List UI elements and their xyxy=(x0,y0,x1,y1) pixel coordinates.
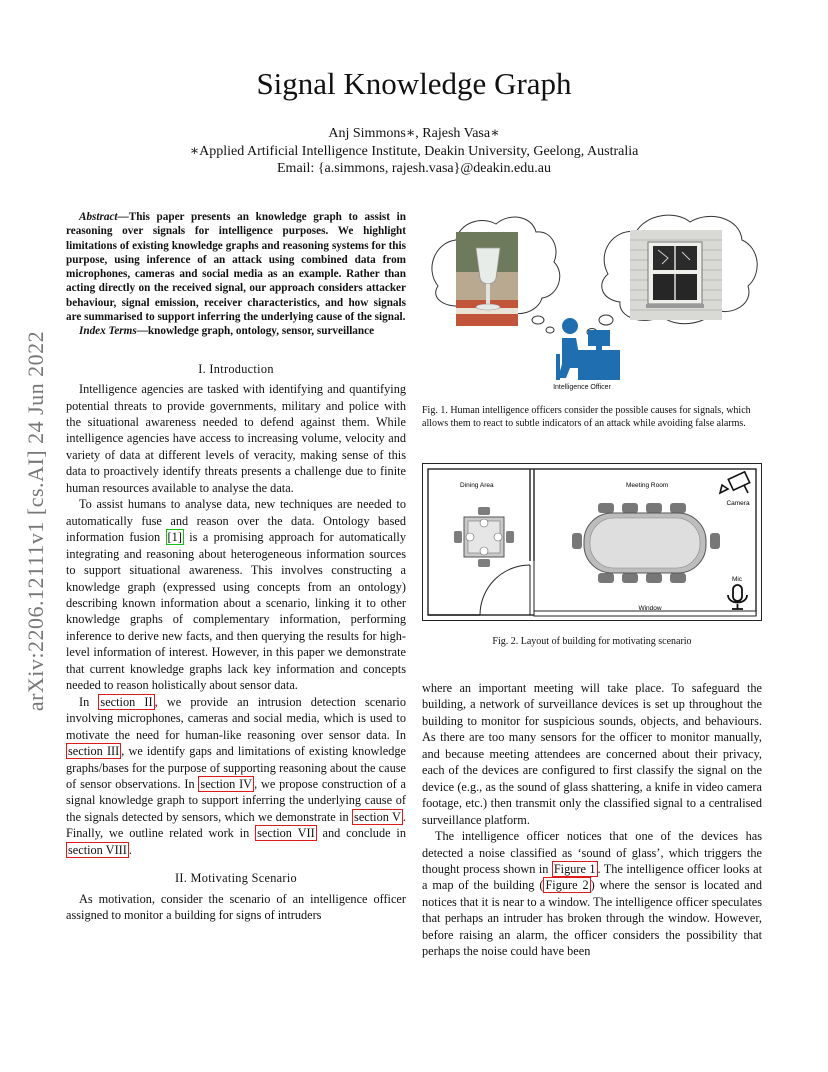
link-figure-2[interactable]: Figure 2 xyxy=(545,878,589,893)
intro-paragraph-3: In section II , we provide an intrusion detection scenario involving microphones, cameras and social media, which is used to motivate the need for human-like reasoning over sensor data. In section III , we identify gaps and limitations of existing knowledge graphs/bases for the purpose of supporting reasoning about the cause of sensor observations. In section IV , we propose construction of a signal knowledge graph to support inferring the underlying cause of the signals detected by sensors, which we demonstrate in section V . Finally, we outline related work in section VII and conclude in section VIII . xyxy=(66,694,406,857)
link-figure-1[interactable]: Figure 1 xyxy=(553,861,596,876)
link-section-v[interactable]: section V xyxy=(354,809,401,824)
motivating-paragraph-1-continued: where an important meeting will take place. To safeguard the building, a network of surveillance devices is set up throughout the building to monitor for suspicious sounds, objects, and behaviours. As there are too many sensors for the officer to monitor manually, and because meeting attendees are concerned about their privacy, each of the devices are configured to first classify the signal on the device (e.g., as the sound of glass shattering, a knife in video camera footage, etc.) then transmit only the classified signal to a centralised surveillance platform. xyxy=(422,681,762,827)
meeting-table xyxy=(572,503,720,583)
index-terms-label: Index Terms xyxy=(79,325,137,338)
arxiv-identifier: arXiv:2206.12111v1 [cs.AI] 24 Jun 2022 xyxy=(23,330,48,712)
affiliation: ∗Applied Artificial Intelligence Institute, Deakin University, Geelong, Australia xyxy=(189,143,639,159)
section-heading-intro: I. Introduction xyxy=(198,361,274,376)
intro-paragraph-2: To assist humans to analyse data, new techniques are needed to automatically fuse and reason over the data. Ontology based information fusion [1] is a promising approach for automatically integrating and reasoning about heterogeneous information sources to support situational awareness. This involves constructing a knowledge graph (expressed using concepts from an ontology) describing known information about a scenario, linking it to other knowledge graphs of complementary information, performing inference to derive new facts, and then querying the results for high-level information of interest. However, in this paper we demonstrate that current knowledge graphs lack key information and concepts needed to reason holistically about sensor data. xyxy=(66,497,406,693)
link-section-vii[interactable]: section VII xyxy=(257,826,315,841)
citation-link-1[interactable]: [1] xyxy=(167,530,182,545)
authors: Anj Simmons∗, Rajesh Vasa∗ xyxy=(328,126,500,141)
author-block xyxy=(0,125,828,178)
abstract xyxy=(66,210,406,339)
motivating-paragraph-2: The intelligence officer notices that one of the devices has detected a noise classified as ‘sound of glass’, which triggers the thought process shown in Figure 1 . The intelligence officer looks at a map of the building ( Figure 2 ) where the sensor is located and notices that it is near to a window. The intelligence officer speculates that perhaps an intruder has broken through the window. However, before raising an alarm, the officer considers the possibility that perhaps the noise could have been xyxy=(422,829,763,959)
intelligence-officer-icon xyxy=(556,318,620,380)
figure-1-caption: Fig. 1. Human intelligence officers consider the possible causes for signals, which allows them to react to subtle indicators of an attack while avoiding false alarms. xyxy=(422,405,751,429)
link-section-iv[interactable]: section IV xyxy=(200,777,253,791)
abstract-text: —This paper presents an knowledge graph to assist in reasoning over signals for intelligence purposes. We highlight limitations of existing knowledge graphs and reasoning systems for this purpose, using inference of an attack using combined data from microphones, cameras and social media as an example. Rather than acting directly on the received signal, our approach considers attacker behaviour, signal emission, receiver characteristics, and how signals are summarised to support inferring the underlying cause of the signal. xyxy=(66,211,406,324)
microphone-icon xyxy=(728,585,747,609)
dining-table xyxy=(454,507,514,567)
officer-label: Intelligence Officer xyxy=(553,384,611,391)
link-section-viii[interactable]: section VIII xyxy=(68,842,127,857)
motivating-paragraph-1: As motivation, consider the scenario of an intelligence officer assigned to monitor a building for signs of intruders xyxy=(66,891,406,923)
intro-paragraph-1: Intelligence agencies are tasked with identifying and quantifying potential threats to provide governments, military and police with the situational awareness needed to defend against them. While intelligence agencies have access to increasing volume, velocity and variety of data at different levels of veracity, making sense of this data to proactively identify threats presents a challenge due to finite human resources available to analyse the data. xyxy=(66,382,406,495)
camera-label: Camera xyxy=(726,500,750,507)
meeting-room-label: Meeting Room xyxy=(626,482,669,489)
figure-2-caption: Fig. 2. Layout of building for motivating scenario xyxy=(492,636,692,647)
abstract-label: Abstract xyxy=(79,211,118,223)
figure-2-building-layout xyxy=(422,463,762,621)
paper-title: Signal Knowledge Graph xyxy=(256,66,572,101)
email: Email: {a.simmons, rajesh.vasa}@deakin.edu.au xyxy=(277,161,551,176)
link-section-iii[interactable]: section III xyxy=(68,744,120,759)
section-heading-motivating: II. Motivating Scenario xyxy=(175,871,297,886)
dining-area-label: Dining Area xyxy=(460,482,494,489)
index-terms: —knowledge graph, ontology, sensor, surveillance xyxy=(136,325,375,338)
right-column xyxy=(422,680,762,960)
camera-icon xyxy=(720,472,750,493)
figure-1-thought-bubbles xyxy=(420,208,762,396)
window-label: Window xyxy=(638,605,662,612)
link-section-ii[interactable]: section II xyxy=(100,694,153,709)
left-column xyxy=(66,210,406,924)
mic-label: Mic xyxy=(731,576,743,583)
